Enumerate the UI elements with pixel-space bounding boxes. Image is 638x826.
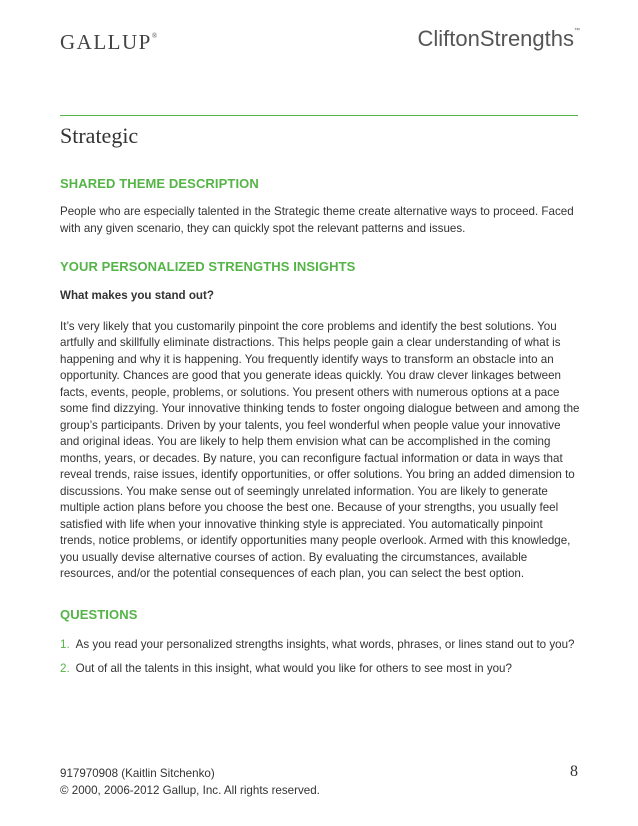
footer [60,765,320,799]
personalized-insights-heading: YOUR PERSONALIZED STRENGTHS INSIGHTS [60,259,356,274]
footer-id-line: 917970908 (Kaitlin Sitchenko) [60,767,215,780]
cliftonstrengths-logo-text: CliftonStrengths [417,26,574,51]
header-divider [60,115,578,116]
personalized-insights-text: It’s very likely that you customarily pinpoint the core problems and identify the best solutions. You artfully and skillfully eliminate distractions. This helps people gain a clear understanding of what is happening and why it is happening. You frequently identify ways to transform an obstacle into an opportunity. Chances are good that you generate ideas quickly. You draw clever linkages between facts, events, people, problems, or solutions. You present others with numerous options at a pace some find dizzying. Your innovative thinking tends to foster ongoing dialogue between and among the group’s participants. Driven by your talents, you feel wonderful when people value your innovative and original ideas. You are likely to help them envision what can be accomplished in the coming months, years, or decades. By nature, you can reconfigure factual information or data in ways that reveal trends, raise issues, identify opportunities, or offer solutions. You bring an added dimension to discussions. You make sense out of seemingly unrelated information. You are likely to generate multiple action plans before you choose the best one. Because of your strengths, you usually feel satisfied with life when your innovative thinking style is appreciated. You automatically pinpoint trends, notice problems, or identify opportunities many people overlook. Armed with this knowledge, you usually devise alternative courses of action. By evaluating the circumstances, available resources, and/or the potential consequences of each plan, you can select the best option. [60,319,580,580]
main-content [60,176,580,686]
trademark-mark: ™ [574,28,580,34]
cliftonstrengths-logo [417,26,580,52]
question-text: Out of all the talents in this insight, what would you like for others to see most in you? [75,662,512,675]
questions-list [60,637,580,678]
question-item [60,661,580,678]
stand-out-subheading: What makes you stand out? [60,289,214,302]
registered-mark: ® [151,32,158,40]
question-item [60,637,580,654]
shared-theme-heading: SHARED THEME DESCRIPTION [60,176,259,191]
shared-theme-description: People who are especially talented in the Strategic theme create alternative ways to proceed. Faced with any given scenario, they can quickly spot the relevant patterns and issues. [60,205,574,235]
questions-heading: QUESTIONS [60,606,138,622]
page-title: Strategic [60,123,139,148]
question-text: As you read your personalized strengths insights, what words, phrases, or lines stand out to you? [75,637,575,651]
page-number: 8 [570,763,578,780]
footer-copyright: © 2000, 2006-2012 Gallup, Inc. All rights reserved. [60,784,320,797]
gallup-logo-text: GALLUP [60,30,152,54]
gallup-logo [60,30,157,55]
question-number: 1. [60,637,70,651]
question-number: 2. [60,662,70,675]
